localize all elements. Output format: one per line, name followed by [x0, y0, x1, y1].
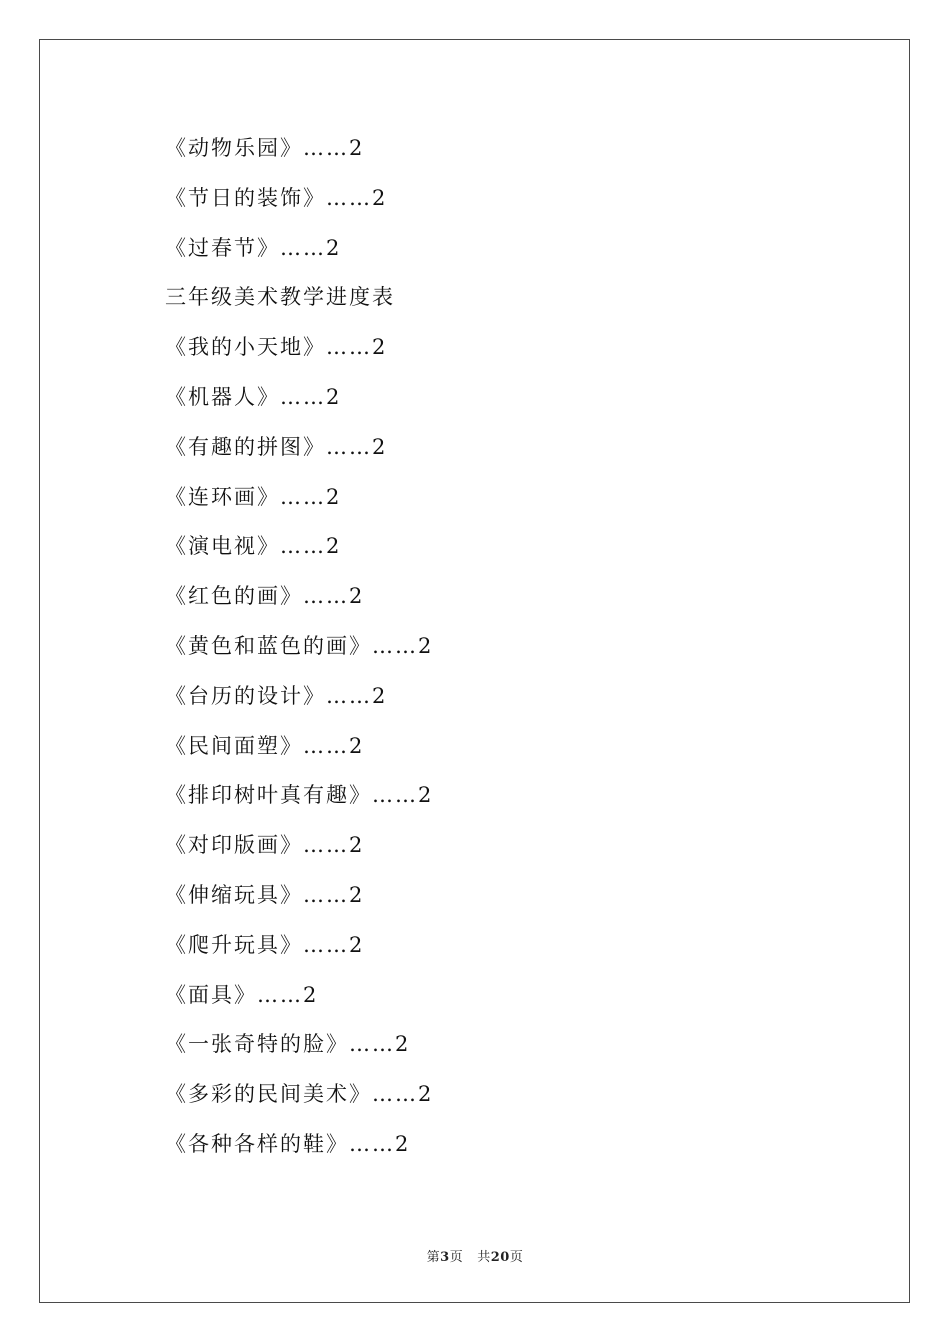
- toc-line: 《各种各样的鞋》……2: [165, 1131, 411, 1156]
- toc-line: 《演电视》……2: [165, 534, 342, 559]
- toc-line: 《机器人》……2: [165, 384, 342, 409]
- toc-line: 《我的小天地》……2: [165, 335, 388, 360]
- toc-line: 《多彩的民间美术》……2: [165, 1082, 434, 1107]
- toc-line: 《一张奇特的脸》……2: [165, 1032, 411, 1057]
- total-pages: 20: [490, 1250, 510, 1265]
- page-footer: [0, 1246, 950, 1265]
- total-suffix: 页: [509, 1250, 524, 1265]
- toc-line: 《动物乐园》……2: [165, 136, 365, 160]
- toc-line: 《有趣的拼图》……2: [165, 434, 388, 459]
- toc-line: 《爬升玩具》……2: [165, 932, 365, 957]
- toc-line: 《红色的画》……2: [165, 584, 365, 609]
- toc-line: 《过春节》……2: [165, 235, 342, 260]
- toc-line: 《黄色和蓝色的画》……2: [165, 633, 434, 658]
- section-heading: 三年级美术教学进度表: [165, 285, 395, 310]
- toc-line: 《排印树叶真有趣》……2: [165, 783, 434, 808]
- toc-line: 《伸缩玩具》……2: [165, 882, 365, 907]
- page-number: 3: [440, 1250, 450, 1265]
- page-prefix: 第: [426, 1250, 441, 1265]
- toc-line: 《台历的设计》……2: [165, 683, 388, 708]
- page-suffix: 页: [449, 1250, 464, 1265]
- toc-line: 《连环画》……2: [165, 484, 342, 509]
- toc-line: 《面具》……2: [165, 982, 319, 1007]
- document-body: [165, 124, 765, 1170]
- toc-line: 《节日的装饰》……2: [165, 185, 388, 210]
- total-prefix: 共: [477, 1250, 491, 1265]
- toc-line: 《对印版画》……2: [165, 833, 365, 858]
- toc-line: 《民间面塑》……2: [165, 733, 365, 758]
